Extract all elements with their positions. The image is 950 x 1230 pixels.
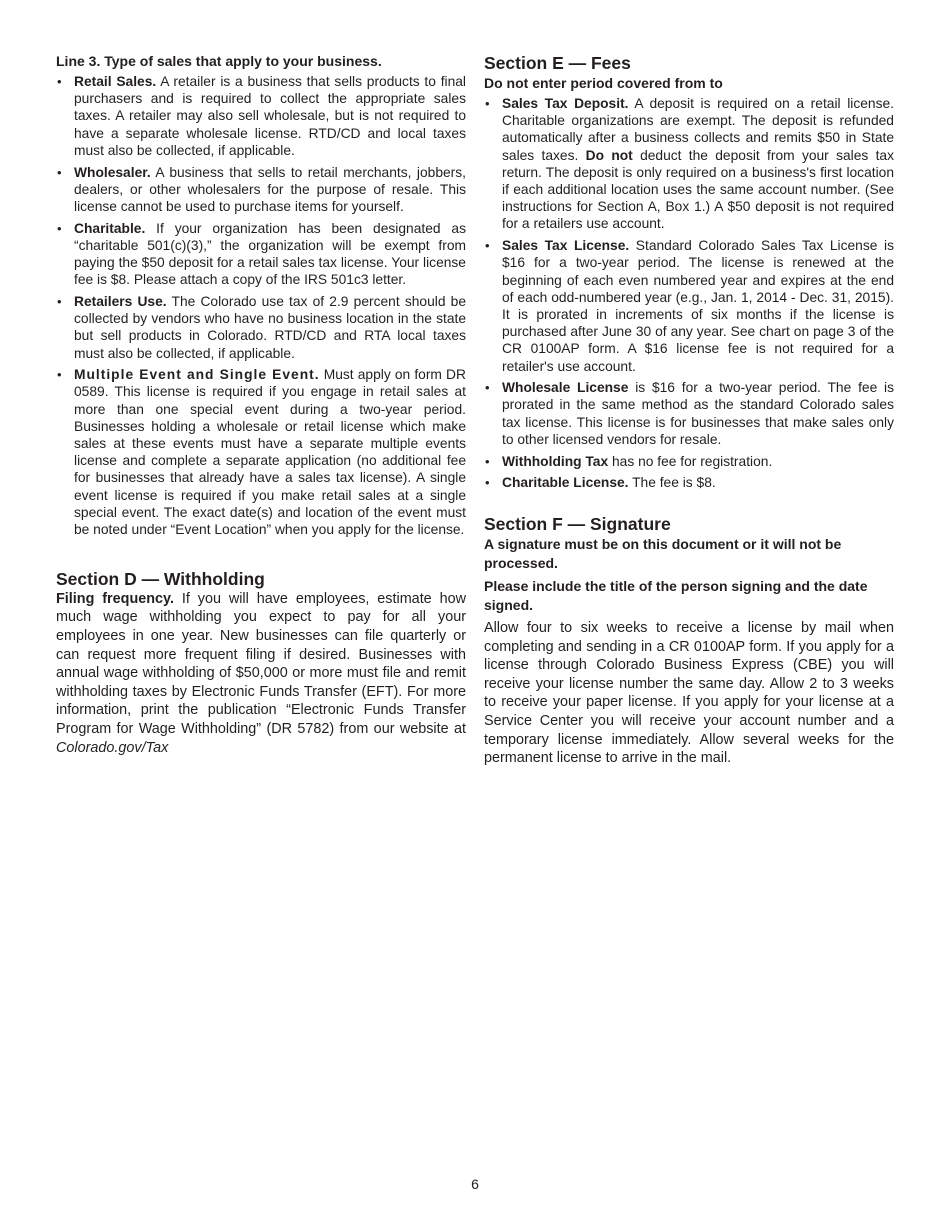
charitable-license-text: The fee is $8. bbox=[628, 475, 716, 491]
filing-frequency-text: If you will have employees, estimate how much wage withholding you expect to pay for all your employees in one year. New businesses can file quarterly or can request more frequent filing if desired. Businesses with annual wage withholding of $50,000 or more must file and remit withholding taxes by Electronic Funds Transfer (EFT). For more information, print the publication “Electronic Funds Transfer Program for Wage Withholding” (DR 5782) from our website at bbox=[56, 590, 466, 737]
section-e-subtitle: Do not enter period covered from to bbox=[484, 75, 723, 91]
wholesale-license-text: is $16 for a two-year period. The fee is prorated in the same method as the standard Colorado sales tax license. This license is for businesses that make sales only to other licensed vendors for resale. bbox=[502, 380, 894, 447]
retail-sales-text: A retailer is a business that sells products to final purchasers and is required to collect the appropriate sales taxes. A retailer may also sell wholesale, but is not required to have a separate wholesale license. RTD/CD and local taxes must also be collected, if applicable. bbox=[74, 74, 467, 158]
multiple-event-text: Must apply on form DR 0589. This license is required if you engage in retail sales at more than one special event during a two-year period. Businesses holding a wholesale or retail license which make sales at these events must have a separate multiple events license and complete a separate application (no additional fee for businesses that already have a sales tax license). A single event license is required if you make retail sales at a single special event. The exact date(s) and location of the event must be noted under “Event Location” when you apply for the license. bbox=[74, 367, 466, 538]
list-item-charitable-license bbox=[484, 474, 894, 491]
section-d-title: Section D — Withholding bbox=[56, 568, 265, 589]
section-e-title: Section E — Fees bbox=[484, 53, 631, 73]
filing-frequency-label: Filing frequency. bbox=[56, 590, 174, 607]
section-f-paragraph: Allow four to six weeks to receive a license by mail when completing and sending in a CR 0100AP form. If you apply for a license through Colorado Business Express (CBE) you will receive your license number the same day. Allow 2 to 3 weeks to receive your paper license. If you apply for your license at a Service Center you will receive your account number and a temporary license immediately. Allow several weeks for the permanent license to arrive in the mail. bbox=[484, 619, 894, 767]
deposit-bold: Do not bbox=[585, 147, 633, 163]
deposit-label: Sales Tax Deposit. bbox=[502, 96, 629, 111]
list-item-sales-tax-license bbox=[484, 237, 894, 375]
left-column bbox=[56, 52, 466, 757]
section-f-title: Section F — Signature bbox=[484, 513, 671, 534]
retailers-use-label: Retailers Use. bbox=[74, 293, 167, 309]
wholesale-license-label: Wholesale License bbox=[502, 380, 629, 396]
retail-sales-label: Retail Sales. bbox=[74, 74, 157, 89]
signature-title-text: Please include the title of the person signing and the date signed. bbox=[484, 577, 868, 613]
license-text: Standard Colorado Sales Tax License is $16 for a two-year period. The license is renewed at the beginning of each even numbered year and expires at the end of each odd-numbered year (e.g., Jan. 1, 2014 - Dec. 31, 2015). It is prorated in increments of six months if the license is purchased after June 30 of any year. See chart on page 3 of the CR 0100AP form. A $16 license fee is not required for a retailer's use account. bbox=[502, 238, 894, 374]
page-number: 6 bbox=[471, 1176, 479, 1192]
list-item-retail-sales bbox=[56, 73, 466, 159]
wholesaler-label: Wholesaler. bbox=[74, 164, 151, 180]
list-item-withholding-tax bbox=[484, 453, 894, 470]
charitable-label: Charitable. bbox=[74, 220, 146, 236]
withholding-tax-label: Withholding Tax bbox=[502, 453, 609, 469]
list-item-sales-tax-deposit bbox=[484, 95, 894, 233]
list-item-wholesale-license bbox=[484, 379, 894, 448]
website-text: Colorado.gov/Tax bbox=[56, 739, 169, 756]
fees-list bbox=[484, 95, 894, 491]
deposit-text-2: deduct the deposit from your sales tax return. The deposit is only required on a business's first location if each additional location uses the same account number. (See instructions for Section A, Box 1.) A $50 deposit is not required for a retailers use account. bbox=[502, 147, 894, 232]
sales-type-list bbox=[56, 73, 466, 538]
signature-required-text: A signature must be on this document or it will not be processed. bbox=[484, 535, 842, 571]
withholding-tax-text: has no fee for registration. bbox=[608, 453, 773, 469]
list-item-retailers-use bbox=[56, 293, 466, 362]
right-column bbox=[484, 52, 894, 768]
list-item-multiple-event bbox=[56, 366, 466, 538]
list-item-charitable bbox=[56, 220, 466, 289]
deposit-text-1: A deposit is required on a retail license. Charitable organizations are exempt. The deposit is refunded automatically after a business collects and remits $50 in State sales taxes. bbox=[502, 96, 894, 163]
wholesaler-text: A business that sells to retail merchants, jobbers, dealers, or other wholesalers for the purpose of resale. This license cannot be used to purchase items for yourself. bbox=[74, 164, 466, 214]
retailers-use-text: The Colorado use tax of 2.9 percent should be collected by vendors who have no business location in the state but sell products in Colorado. RTD/CD and RTA local taxes must also be collected, if applicable. bbox=[74, 293, 467, 361]
list-item-wholesaler bbox=[56, 164, 466, 216]
license-label: Sales Tax License. bbox=[502, 238, 630, 254]
charitable-license-label: Charitable License. bbox=[502, 475, 629, 491]
section-d-paragraph bbox=[56, 590, 466, 757]
multiple-event-label: Multiple Event and Single Event. bbox=[74, 367, 320, 383]
line3-heading: Line 3. Type of sales that apply to your business. bbox=[56, 53, 382, 69]
charitable-text: If your organization has been designated as “charitable 501(c)(3),” the organization will be exempt from paying the $50 deposit for a retail sales tax license. Your license fee is $8. Please attach a copy of the IRS 501c3 letter. bbox=[74, 220, 466, 288]
